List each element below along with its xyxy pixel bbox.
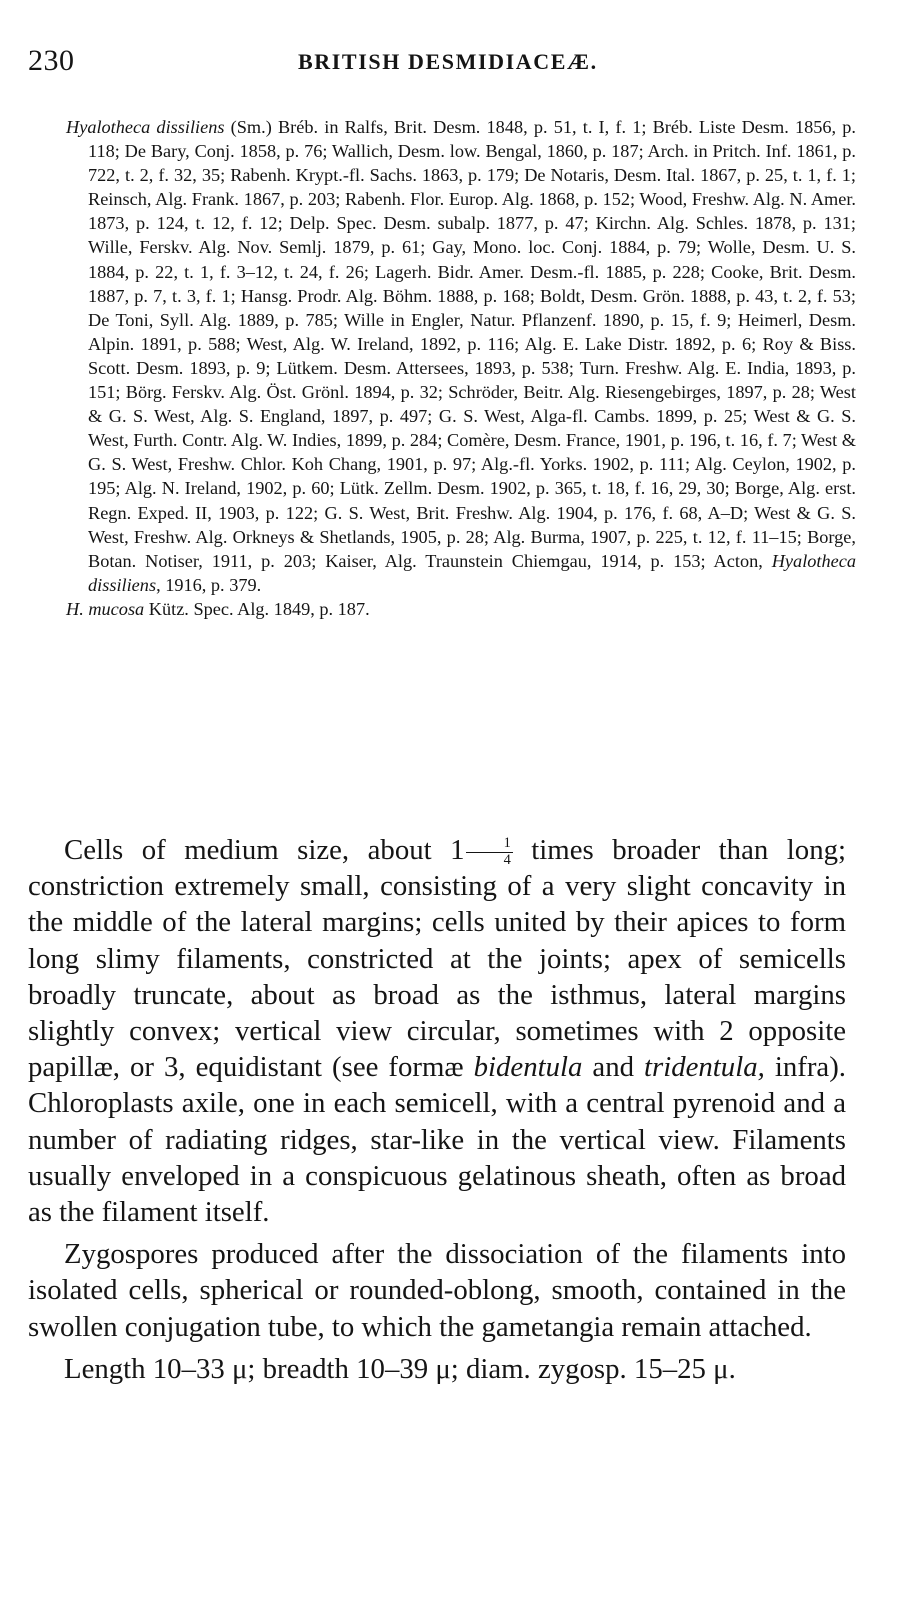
cited-title: Hyalotheca dissiliens — [88, 550, 856, 595]
forma-name: tridentula, — [644, 1051, 765, 1084]
description-text: Cells of medium size, about 1 — [64, 834, 465, 866]
species-description — [28, 832, 846, 1387]
fraction — [466, 836, 513, 867]
citation-list: (Sm.) Bréb. in Ralfs, Brit. Desm. 1848, p. 51, t. I, f. 1; Bréb. Liste Desm. 1856, p. 118; De Bary, Conj. 1858, p. 76; Wallich, Desm. low. Bengal, 1860, p. 187; Arch. in Pritch. Inf. 1861, p. 722, t. 2, f. 32, 35; Rabenh. Krypt.-fl. Sachs. 1863, p. 179; De Notaris, Desm. Ital. 1867, p. 25, t. 1, f. 1; Reinsch, Alg. Frank. 1867, p. 203; Rabenh. Flor. Europ. Alg. 1868, p. 152; Wood, Freshw. Alg. N. Amer. 1873, p. 124, t. 12, f. 12; Delp. Spec. Desm. subalp. 1877, p. 47; Kirchn. Alg. Schles. 1878, p. 131; Wille, Ferskv. Alg. Nov. Semlj. 1879, p. 61; Gay, Mono. loc. Conj. 1884, p. 79; Wolle, Desm. U. S. 1884, p. 22, t. 1, f. 3–12, t. 24, f. 26; Lagerh. Bidr. Amer. Desm.-fl. 1885, p. 228; Cooke, Brit. Desm. 1887, p. 7, t. 3, f. 1; Hansg. Prodr. Alg. Böhm. 1888, p. 168; Boldt, Desm. Grön. 1888, p. 43, t. 2, f. 53; De Toni, Syll. Alg. 1889, p. 785; Wille in Engler, Natur. Pflanzenf. 1890, p. 15, f. 9; Heimerl, Desm. Alpin. 1891, p. 588; West, Alg. W. Ireland, 1892, p. 116; Alg. E. Lake Distr. 1892, p. 6; Roy & Biss. Scott. Desm. 1893, p. 9; Lütkem. Desm. Attersees, 1893, p. 538; Turn. Freshw. Alg. E. India, 1893, p. 151; Börg. Ferskv. Alg. Öst. Grönl. 1894, p. 32; Schröder, Beitr. Alg. Riesengebirges, 1897, p. 28; West & G. S. West, Alg. S. England, 1897, p. 497; G. S. West, Alga-fl. Cambs. 1899, p. 25; West & G. S. West, Furth. Contr. Alg. W. Indies, 1899, p. 284; Comère, Desm. France, 1901, p. 196, t. 16, f. 7; West & G. S. West, Freshw. Chlor. Koh Chang, 1901, p. 97; Alg.-fl. Yorks. 1902, p. 111; Alg. Ceylon, 1902, p. 195; Alg. N. Ireland, 1902, p. 60; Lütk. Zellm. Desm. 1902, p. 365, t. 18, f. 16, 29, 30; Borge, Alg. erst. Regn. Exped. II, 1903, p. 122; G. S. West, Brit. Freshw. Alg. 1904, p. 176, f. 68, A–D; West & G. S. West, Freshw. Alg. Orkneys & Shetlands, 1905, p. 28; Alg. Burma, 1907, p. 225, t. 12, f. 11–15; Borge, Botan. Notiser, 1911, p. 203; Kaiser, Alg. Traunstein Chiemgau, 1914, p. 153; Acton, — [88, 117, 856, 571]
taxon-name: Hyalotheca dissiliens — [66, 117, 225, 137]
running-title: BRITISH DESMIDIACEÆ. — [298, 49, 598, 74]
fraction-denominator: 4 — [503, 851, 511, 868]
fraction-numerator: 1 — [466, 836, 513, 852]
citation-tail: , 1916, p. 379. — [156, 574, 262, 595]
description-text: and — [582, 1051, 645, 1084]
synonymy-references — [66, 115, 856, 621]
reference-entry-main — [66, 115, 856, 597]
page-header — [28, 44, 848, 84]
description-text: infra). Chloroplasts axile, one in each semicell, with a central pyrenoid and a number of radiating ridges, star-like in the vertical view. Filaments usually enveloped in a conspicuous gelatinous sheath, often as broad as the filament itself. — [28, 1051, 846, 1229]
synonym-name: H. mucosa — [66, 598, 145, 619]
measurements-paragraph: Length 10–33 μ; breadth 10–39 μ; diam. zygosp. 15–25 μ. — [64, 1352, 736, 1385]
forma-name: bidentula — [473, 1051, 583, 1084]
page-number: 230 — [28, 44, 75, 77]
synonym-citation: Kütz. Spec. Alg. 1849, p. 187. — [144, 598, 370, 619]
description-text: times broader than long; constriction extremely small, consisting of a very slight concavity in the middle of the lateral margins; cells united by their apices to form long slimy filaments, constricted at the joints; apex of semicells broadly truncate, about as broad as the isthmus, lateral margins slightly convex; vertical view circular, sometimes with 2 opposite papillæ, or 3, equidistant (see formæ — [28, 834, 846, 1084]
reference-entry-synonym — [66, 597, 856, 621]
zygospore-paragraph: Zygospores produced after the dissociation of the filaments into isolated cells, spherical or rounded-oblong, smooth, contained in the swollen conjugation tube, to which the gametangia remain attached. — [28, 1238, 846, 1343]
description-paragraph — [28, 832, 846, 1230]
